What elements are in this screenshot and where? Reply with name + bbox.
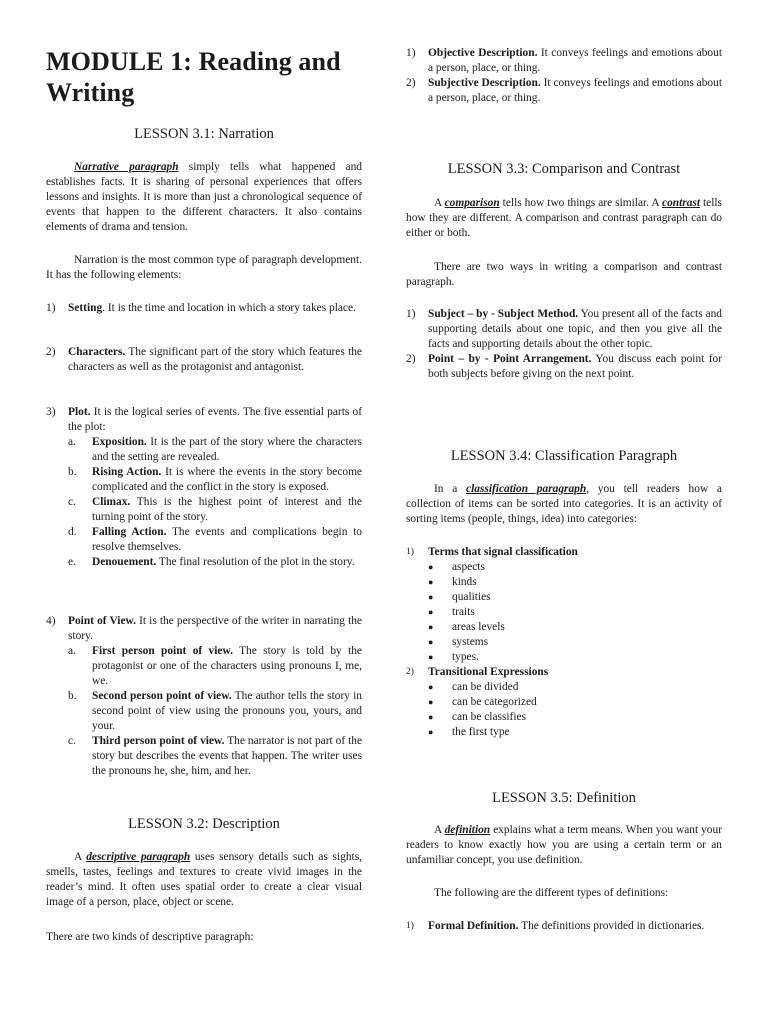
descriptive-kinds-intro: There are two kinds of descriptive paragraph: (46, 931, 254, 943)
plot-item (68, 495, 362, 525)
method-number: 2) (406, 353, 416, 365)
kind-number: 2) (406, 77, 416, 89)
lesson-3-5-heading: LESSON 3.5: Definition (492, 790, 636, 806)
descriptive-paragraph-term: descriptive paragraph (86, 851, 191, 863)
formal-text: The definitions provided in dictionaries. (518, 920, 705, 932)
comparison-methods-list (406, 307, 722, 382)
characters-text: The significant part of the story which features the characters as well as the protagonist and antagonist. (68, 346, 362, 373)
method-term: Point – by - Point Arrangement. (428, 353, 592, 365)
trans-label: Transitional Expressions (428, 666, 549, 678)
lesson-3-4-heading: LESSON 3.4: Classification Paragraph (450, 448, 678, 464)
descriptive-kinds-list (406, 46, 722, 106)
trans-text: the first type (452, 726, 510, 738)
element-setting (46, 301, 362, 316)
definition-types-intro: The following are the different types of definitions: (434, 887, 669, 899)
classification-paragraph-text (406, 482, 722, 527)
list-item (406, 680, 722, 695)
contrast-term: contrast (662, 197, 700, 209)
pov-item-term: First person point of view. (92, 645, 233, 657)
classification-pre: In a (434, 483, 467, 495)
bullet-icon: ● (428, 622, 434, 632)
kind-text: It conveys feelings and emotions about a person, place, or thing. (428, 47, 722, 74)
descriptive-pre: A (74, 851, 87, 863)
plot-item (68, 525, 362, 555)
classification-terms-list (406, 560, 722, 665)
list-item (406, 635, 722, 650)
list-item (406, 575, 722, 590)
element-plot (46, 405, 362, 570)
bullet-icon: ● (428, 562, 434, 572)
plot-item-text: The events and complications begin to resolve themselves. (92, 526, 363, 553)
comparison-pre: A (434, 197, 445, 209)
plot-item-label: b. (68, 466, 77, 478)
plot-label: Plot. (68, 406, 91, 418)
pov-item-term: Second person point of view. (92, 690, 232, 702)
plot-item-text: This is the highest point of interest and the turning point of the story. (92, 496, 362, 523)
plot-item-term: Falling Action. (92, 526, 167, 538)
trans-text: can be divided (452, 681, 519, 693)
comparison-paragraph-text (406, 196, 722, 241)
plot-item-text: The final resolution of the plot in the story. (156, 556, 355, 568)
plot-item-label: c. (68, 496, 76, 508)
transitional-expressions-heading (406, 665, 722, 680)
plot-item (68, 435, 362, 465)
kind-term: Objective Description. (428, 47, 538, 59)
list-item (406, 695, 722, 710)
descriptive-paragraph-body: uses sensory details such as sights, smells, tastes, feelings and textures to create vivid images in the reader’s mind. It often uses spatial order to create a clear visual image of a person, place, object or scene. (46, 851, 362, 908)
pov-item (68, 644, 362, 689)
plot-item-label: a. (68, 436, 76, 448)
plot-item-text: It is where the events in the story become complicated and the conflict in the story is exposed. (92, 466, 362, 493)
lesson-3-1-heading: LESSON 3.1: Narration (134, 126, 274, 142)
pov-label: Point of View. (68, 615, 136, 627)
classification-lists (406, 545, 722, 740)
pov-number: 4) (46, 615, 56, 627)
descriptive-kind (406, 76, 722, 106)
term-text: kinds (452, 576, 477, 588)
classification-paragraph-body: , you tell readers how a collection of items can be sorted into categories. It is an activity of sorting items (people, things, idea) into categories: (406, 483, 722, 525)
plot-item-label: e. (68, 556, 76, 568)
characters-label: Characters. (68, 346, 126, 358)
list-item (406, 605, 722, 620)
terms-label: Terms that signal classification (428, 546, 578, 558)
transitional-expressions-list (406, 680, 722, 740)
narration-intro-text: Narration is the most common type of paragraph development. It has the following elements: (46, 254, 362, 281)
setting-text: . It is the time and location in which a story takes place. (102, 302, 356, 314)
method-text: You present all of the facts and supporting details about one topic, and then you give all the facts and supporting details about the other topic. (428, 308, 722, 350)
pov-item-text: The author tells the story in second point of view using the pronouns you, yours, and your. (92, 690, 362, 732)
term-text: systems (452, 636, 489, 648)
bullet-icon: ● (428, 727, 434, 737)
method-number: 1) (406, 308, 416, 320)
descriptive-paragraph-text (46, 850, 362, 910)
method-text: You discuss each point for both subjects before giving on the next point. (428, 353, 722, 380)
pov-item-text: The story is told by the protagonist or one of the characters using pronouns I, me, we. (92, 645, 362, 687)
plot-item-text: It is the part of the story where the characters and the setting are revealed. (92, 436, 362, 463)
definition-term: definition (444, 824, 491, 836)
term-text: areas levels (452, 621, 505, 633)
list-item (406, 710, 722, 725)
bullet-icon: ● (428, 682, 434, 692)
lesson-3-3-heading: LESSON 3.3: Comparison and Contrast (447, 161, 681, 177)
pov-item-label: a. (68, 645, 76, 657)
definition-paragraph-body: explains what a term means. When you want your readers to know exactly how you are using a certain term or an unfamiliar concept, you use definition. (406, 824, 722, 866)
term-text: types. (452, 651, 479, 663)
pov-item-label: c. (68, 735, 76, 747)
plot-item-term: Denouement. (92, 556, 157, 568)
pov-text: It is the perspective of the writer in narrating the story. (68, 615, 362, 642)
trans-number: 2) (406, 667, 414, 677)
narrative-paragraph-body: simply tells what happened and establishes facts. It is sharing of personal experiences that offers lessons and insights. It is more than just a chronological sequence of events that happen to the different characters. It also contains elements of drama and tension. (46, 161, 362, 233)
term-text: qualities (452, 591, 491, 603)
definition-paragraph-text (406, 823, 722, 868)
pov-item-label: b. (68, 690, 77, 702)
plot-item-term: Exposition. (92, 436, 147, 448)
setting-number: 1) (46, 302, 56, 314)
narrative-paragraph-text (46, 160, 362, 235)
bullet-icon: ● (428, 697, 434, 707)
terms-number: 1) (406, 547, 414, 557)
lesson-3-2-heading: LESSON 3.2: Description (128, 816, 280, 832)
trans-text: can be classifies (452, 711, 527, 723)
bullet-icon: ● (428, 712, 434, 722)
term-text: aspects (452, 561, 485, 573)
comparison-ways-intro: There are two ways in writing a comparison and contrast paragraph. (406, 261, 722, 288)
element-characters (46, 345, 362, 375)
trans-text: can be categorized (452, 696, 537, 708)
pov-item-text: The narrator is not part of the story but describes the events that happen. The writer uses the pronouns he, she, him, and her. (92, 735, 363, 777)
bullet-icon: ● (428, 577, 434, 587)
element-point-of-view (46, 614, 362, 779)
comparison-term: comparison (444, 197, 500, 209)
plot-item (68, 555, 362, 570)
term-text: traits (452, 606, 475, 618)
list-item (406, 650, 722, 665)
plot-text: It is the logical series of events. The five essential parts of the plot: (68, 406, 362, 433)
bullet-icon: ● (428, 592, 434, 602)
kind-number: 1) (406, 47, 416, 59)
comparison-method (406, 307, 722, 352)
pov-item (68, 734, 362, 779)
formal-definition (406, 919, 722, 934)
module-title: MODULE 1: Reading and Writing (46, 47, 341, 107)
formal-number: 1) (406, 921, 414, 931)
plot-number: 3) (46, 406, 56, 418)
definition-pre: A (434, 824, 445, 836)
bullet-icon: ● (428, 637, 434, 647)
list-item (406, 725, 722, 740)
plot-item-term: Rising Action. (92, 466, 162, 478)
comparison-mid: tells how two things are similar. A (499, 197, 663, 209)
pov-item-term: Third person point of view. (92, 735, 225, 747)
bullet-icon: ● (428, 607, 434, 617)
method-term: Subject – by - Subject Method. (428, 308, 579, 320)
kind-term: Subjective Description. (428, 77, 541, 89)
descriptive-kind (406, 46, 722, 76)
characters-number: 2) (46, 346, 56, 358)
formal-term: Formal Definition. (428, 920, 519, 932)
classification-paragraph-term: classification paragraph (466, 483, 587, 495)
plot-item-term: Climax. (92, 496, 131, 508)
kind-text: It conveys feelings and emotions about a person, place, or thing. (428, 77, 722, 104)
comparison-method (406, 352, 722, 382)
list-item (406, 560, 722, 575)
list-item (406, 590, 722, 605)
comparison-body: tells how they are different. A comparison and contrast paragraph can do either or both. (406, 197, 722, 239)
plot-item-label: d. (68, 526, 77, 538)
plot-item (68, 465, 362, 495)
classification-terms-heading (406, 545, 722, 560)
setting-label: Setting (68, 302, 103, 314)
pov-item (68, 689, 362, 734)
list-item (406, 620, 722, 635)
narrative-paragraph-term: Narrative paragraph (74, 161, 179, 173)
bullet-icon: ● (428, 652, 434, 662)
